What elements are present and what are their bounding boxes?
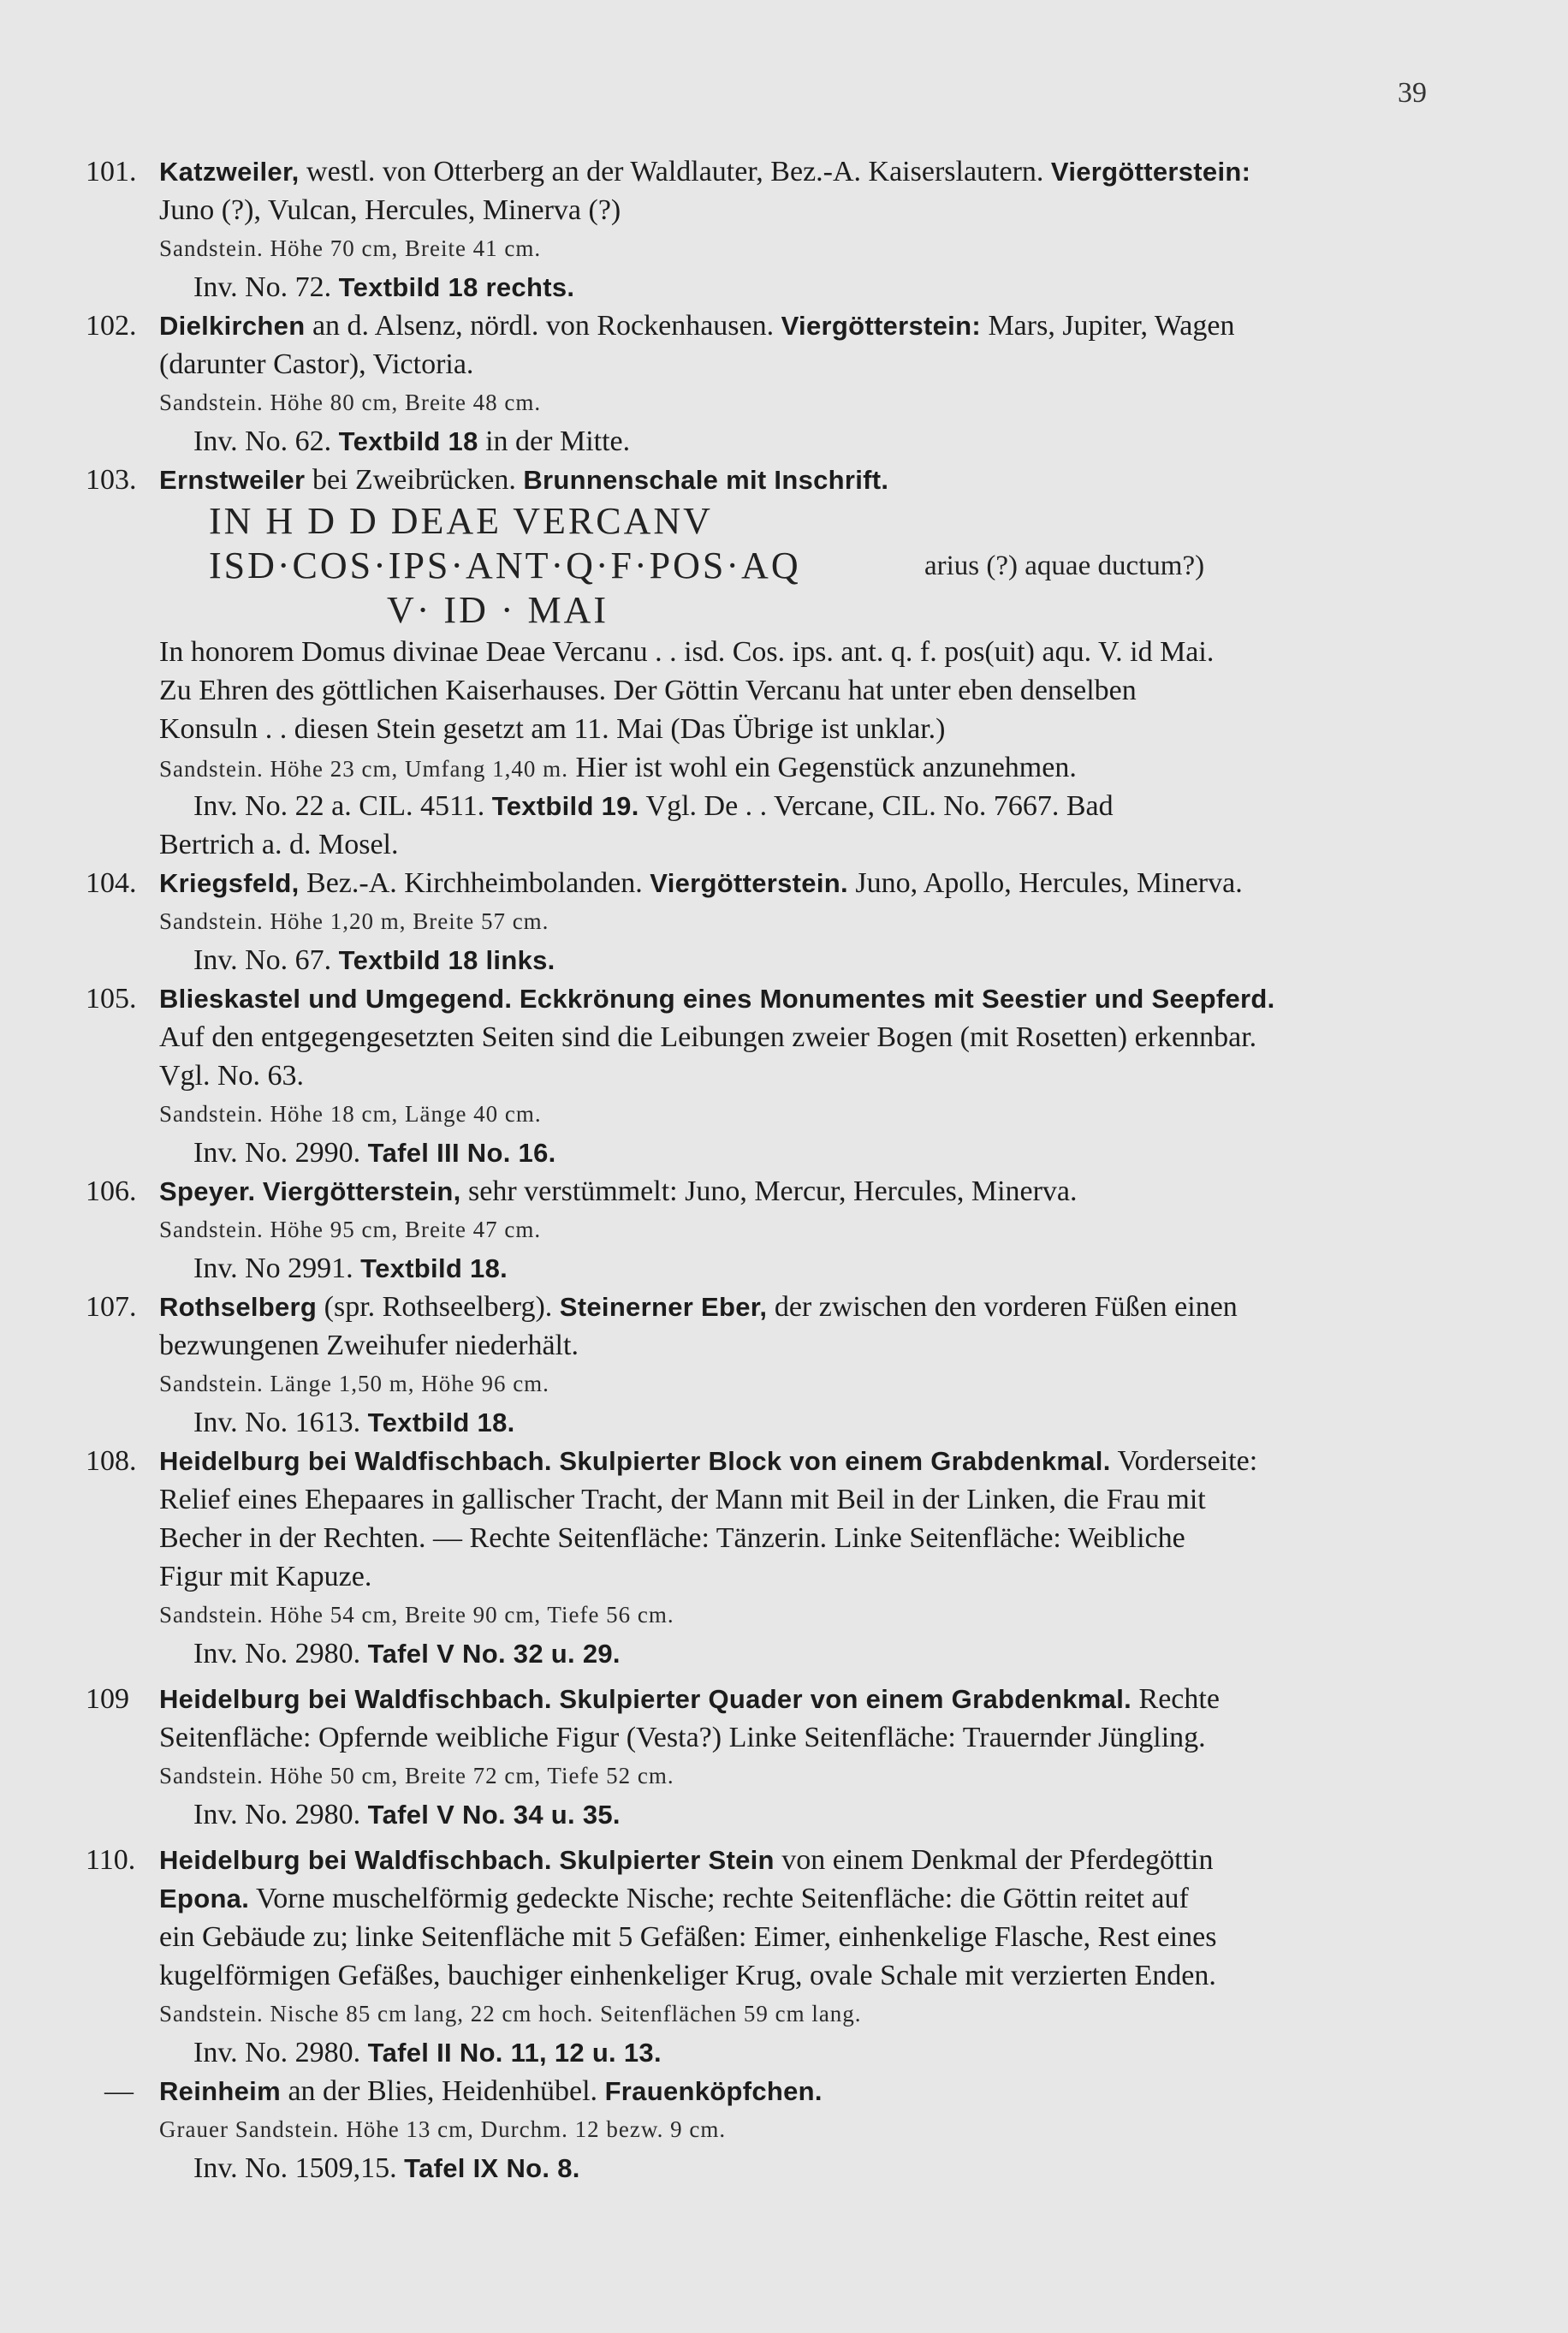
entry-location-text: an d. Alsenz, nördl. von Rockenhausen. — [305, 310, 781, 342]
entry-heading — [0, 1288, 1568, 1326]
entry-title-tail: Mars, Jupiter, Wagen — [980, 310, 1235, 342]
entry-107 — [0, 1288, 1568, 1442]
entry-description — [0, 1879, 1568, 1918]
entry-place: Rothselberg — [159, 1292, 318, 1322]
entry-description: Seitenfläche: Opfernde weibliche Figur (Vesta?) Linke Seitenfläche: Trauernder Jüngling. — [159, 1722, 1206, 1753]
entry-heading — [0, 1841, 1568, 1879]
inscription-line-3: V· ID · MAI — [387, 589, 609, 631]
entry-number: 110. — [86, 1844, 136, 1876]
entry-104 — [0, 864, 1568, 979]
entry-heading — [0, 1172, 1568, 1211]
inventory-number: Inv. No. 2980. — [193, 2037, 368, 2068]
figure-reference-tail: in der Mitte. — [478, 426, 631, 457]
entry-place: Heidelburg bei Waldfischbach. — [159, 1684, 552, 1714]
entry-title: Eckkrönung eines Monumentes mit Seestier und Seepferd. — [519, 984, 1275, 1014]
entry-heading — [0, 152, 1568, 191]
entry-110 — [0, 1834, 1568, 2072]
entry-101 — [0, 152, 1568, 307]
inventory-number: Inv. No. 2980. — [193, 1799, 368, 1830]
entry-heading — [0, 1442, 1568, 1480]
figure-reference: Textbild 18 rechts. — [338, 272, 575, 302]
inventory-number: Inv. No. 72. — [193, 271, 339, 303]
entry-title: Viergötterstein: — [1050, 157, 1251, 187]
entry-inventory — [0, 1403, 1568, 1442]
entry-place: Speyer. — [159, 1176, 256, 1206]
entry-number: 107. — [86, 1291, 137, 1323]
entry-material-note: Hier ist wohl ein Gegenstück anzunehmen. — [567, 752, 1077, 783]
entry-number: 101. — [86, 156, 137, 187]
page-number: 39 — [1398, 77, 1427, 109]
entry-place: Dielkirchen — [159, 311, 306, 341]
entry-number: 109 — [86, 1683, 129, 1715]
inscription-translation: Zu Ehren des göttlichen Kaiserhauses. Der Göttin Vercanu hat unter eben denselben — [159, 675, 1137, 706]
entry-103 — [0, 461, 1568, 864]
entry-material-line — [0, 748, 1568, 787]
inscription-translation-cont: Konsuln . . diesen Stein gesetzt am 11. Mai (Das Übrige ist unklar.) — [159, 713, 946, 745]
entry-title: Viergötterstein: — [781, 311, 981, 341]
entry-title-tail: Vorderseite: — [1110, 1445, 1258, 1477]
entry-description: bezwungenen Zweihufer niederhält. — [159, 1330, 579, 1361]
figure-reference: Tafel IX No. 8. — [404, 2153, 580, 2183]
entry-place: Heidelburg bei Waldfischbach. — [159, 1446, 552, 1476]
entry-number: 105. — [86, 983, 137, 1015]
entry-description-end: kugelförmigen Gefäßes, bauchiger einhenkeliger Krug, ovale Schale mit verzierten Enden. — [159, 1960, 1216, 1991]
inscription-reading: arius (?) aquae ductum?) — [924, 551, 1205, 581]
figure-reference: Textbild 19. — [491, 791, 639, 821]
entry-heading — [0, 864, 1568, 902]
entry-location-text: westl. von Otterberg an der Waldlauter, Bez.-A. Kaiserslautern. — [299, 156, 1051, 187]
inventory-number: Inv. No. 2980. — [193, 1638, 368, 1669]
entry-material: Sandstein. Höhe 18 cm, Länge 40 cm. — [159, 1101, 542, 1127]
entry-heading — [0, 2072, 1568, 2110]
entry-inventory — [0, 787, 1568, 825]
inscription-line-1: IN H D D DEAE VERCANV — [209, 500, 713, 542]
entry-place: Heidelburg bei Waldfischbach. — [159, 1845, 552, 1875]
comparison-reference-cont: Bertrich a. d. Mosel. — [159, 829, 399, 860]
entry-number: 104. — [86, 867, 137, 899]
entry-title: Brunnenschale mit Inschrift. — [523, 465, 889, 495]
entry-title-tail: der zwischen den vorderen Füßen einen — [767, 1291, 1238, 1323]
entry-109 — [0, 1673, 1568, 1834]
entry-material: Sandstein. Höhe 54 cm, Breite 90 cm, Tiefe 56 cm. — [159, 1602, 674, 1628]
inventory-number: Inv. No. 1509,15. — [193, 2152, 405, 2184]
entry-material: Sandstein. Nische 85 cm lang, 22 cm hoch. Seitenflächen 59 cm lang. — [159, 2001, 862, 2026]
entry-material: Sandstein. Höhe 50 cm, Breite 72 cm, Tiefe 52 cm. — [159, 1763, 674, 1788]
inscription-transcription: In honorem Domus divinae Deae Vercanu . . isd. Cos. ips. ant. q. f. pos(uit) aqu. V. id Mai. — [159, 636, 1215, 668]
entry-106 — [0, 1172, 1568, 1288]
entry-heading — [0, 461, 1568, 499]
entry-place: Ernstweiler — [159, 465, 306, 495]
entry-description: (darunter Castor), Victoria. — [159, 348, 474, 380]
entry-number: 103. — [86, 464, 137, 496]
entry-title: Skulpierter Block von einem Grabdenkmal. — [559, 1446, 1111, 1476]
entry-heading — [0, 979, 1568, 1018]
entry-reinheim — [0, 2072, 1568, 2187]
entry-title: Frauenköpfchen. — [604, 2076, 823, 2106]
comparison-reference: Vgl. De . . Vercane, CIL. No. 7667. Bad — [638, 790, 1114, 822]
entry-inventory — [0, 422, 1568, 461]
figure-reference: Tafel V No. 34 u. 35. — [367, 1800, 621, 1830]
entry-inventory — [0, 2149, 1568, 2187]
entry-material: Sandstein. Höhe 95 cm, Breite 47 cm. — [159, 1217, 542, 1242]
entry-title-tail: von einem Denkmal der Pferdegöttin — [774, 1844, 1214, 1876]
figure-reference: Tafel V No. 32 u. 29. — [367, 1639, 621, 1669]
inventory-number: Inv. No. 22 a. CIL. 4511. — [193, 790, 492, 822]
entry-dash: — — [104, 2075, 134, 2107]
entry-place: Reinheim — [159, 2076, 281, 2106]
inventory-number: Inv. No. 1613. — [193, 1407, 368, 1438]
figure-reference: Tafel III No. 16. — [367, 1138, 556, 1168]
figure-reference: Textbild 18. — [360, 1253, 508, 1283]
entry-inventory — [0, 1134, 1568, 1172]
entry-description-cont: ein Gebäude zu; linke Seitenfläche mit 5 Gefäßen: Eimer, einhenkelige Flasche, Rest eines — [159, 1921, 1217, 1953]
entry-title: Skulpierter Quader von einem Grabdenkmal. — [559, 1684, 1132, 1714]
entry-place: Kriegsfeld, — [159, 868, 300, 898]
entry-description-cont: Becher in der Rechten. — Rechte Seitenfläche: Tänzerin. Linke Seitenfläche: Weibliche — [159, 1522, 1185, 1554]
entry-place: Katzweiler, — [159, 157, 300, 187]
entry-place: Blieskastel und Umgegend. — [159, 984, 513, 1014]
entry-material: Sandstein. Höhe 80 cm, Breite 48 cm. — [159, 390, 542, 415]
entry-description-end: Figur mit Kapuze. — [159, 1561, 372, 1592]
deity-name: Epona. — [159, 1884, 250, 1913]
entry-material: Grauer Sandstein. Höhe 13 cm, Durchm. 12 bezw. 9 cm. — [159, 2116, 727, 2142]
inventory-number: Inv. No 2991. — [193, 1253, 361, 1284]
entry-title: Viergötterstein. — [650, 868, 848, 898]
entry-title: Steinerner Eber, — [559, 1292, 768, 1322]
entry-inventory — [0, 2033, 1568, 2072]
entry-material: Sandstein. Höhe 70 cm, Breite 41 cm. — [159, 235, 542, 261]
entry-location-text: Bez.-A. Kirchheimbolanden. — [299, 867, 650, 899]
entry-inventory — [0, 1795, 1568, 1834]
entry-inventory — [0, 268, 1568, 307]
entry-description-cont: Vgl. No. 63. — [159, 1060, 305, 1092]
entry-title: Viergötterstein, — [262, 1176, 461, 1206]
entry-heading — [0, 307, 1568, 345]
catalog-entries — [0, 152, 1568, 2187]
entry-105 — [0, 979, 1568, 1172]
entry-number: 106. — [86, 1175, 137, 1207]
entry-108 — [0, 1442, 1568, 1673]
entry-material: Sandstein. Länge 1,50 m, Höhe 96 cm. — [159, 1371, 549, 1396]
figure-reference: Textbild 18 — [338, 426, 478, 456]
entry-location-text: an der Blies, Heidenhübel. — [280, 2075, 605, 2107]
entry-material: Sandstein. Höhe 1,20 m, Breite 57 cm. — [159, 908, 549, 934]
inventory-number: Inv. No. 2990. — [193, 1137, 368, 1169]
entry-number: 102. — [86, 310, 137, 342]
entry-title-tail: Rechte — [1131, 1683, 1220, 1715]
entry-location-text: (spr. Rothseelberg). — [317, 1291, 560, 1323]
entry-description: Auf den entgegengesetzten Seiten sind die Leibungen zweier Bogen (mit Rosetten) erkennbar. — [159, 1021, 1257, 1053]
figure-reference: Tafel II No. 11, 12 u. 13. — [367, 2038, 662, 2068]
inscription-text: ISD·COS·IPS·ANT·Q·F·POS·AQ — [209, 545, 801, 586]
entry-title: Skulpierter Stein — [559, 1845, 775, 1875]
figure-reference: Textbild 18. — [367, 1408, 515, 1437]
entry-inventory — [0, 1634, 1568, 1673]
inventory-number: Inv. No. 62. — [193, 426, 339, 457]
entry-description: Relief eines Ehepaares in gallischer Tracht, der Mann mit Beil in der Linken, die Frau mit — [159, 1484, 1206, 1515]
entry-material: Sandstein. Höhe 23 cm, Umfang 1,40 m. — [159, 756, 568, 782]
entry-inventory — [0, 941, 1568, 979]
entry-inventory — [0, 1249, 1568, 1288]
entry-description-text: Vorne muschelförmig gedeckte Nische; rechte Seitenfläche: die Göttin reitet auf — [249, 1883, 1189, 1914]
entry-location-text: bei Zweibrücken. — [305, 464, 524, 496]
entry-description: Juno (?), Vulcan, Hercules, Minerva (?) — [159, 194, 621, 226]
figure-reference: Textbild 18 links. — [338, 945, 555, 975]
entry-title-tail: Juno, Apollo, Hercules, Minerva. — [847, 867, 1243, 899]
entry-102 — [0, 307, 1568, 461]
entry-number: 108. — [86, 1445, 137, 1477]
inventory-number: Inv. No. 67. — [193, 944, 339, 976]
entry-title-tail: sehr verstümmelt: Juno, Mercur, Hercules, Minerva. — [460, 1175, 1078, 1207]
entry-heading — [0, 1680, 1568, 1718]
inscription-line-2 — [0, 544, 1568, 588]
